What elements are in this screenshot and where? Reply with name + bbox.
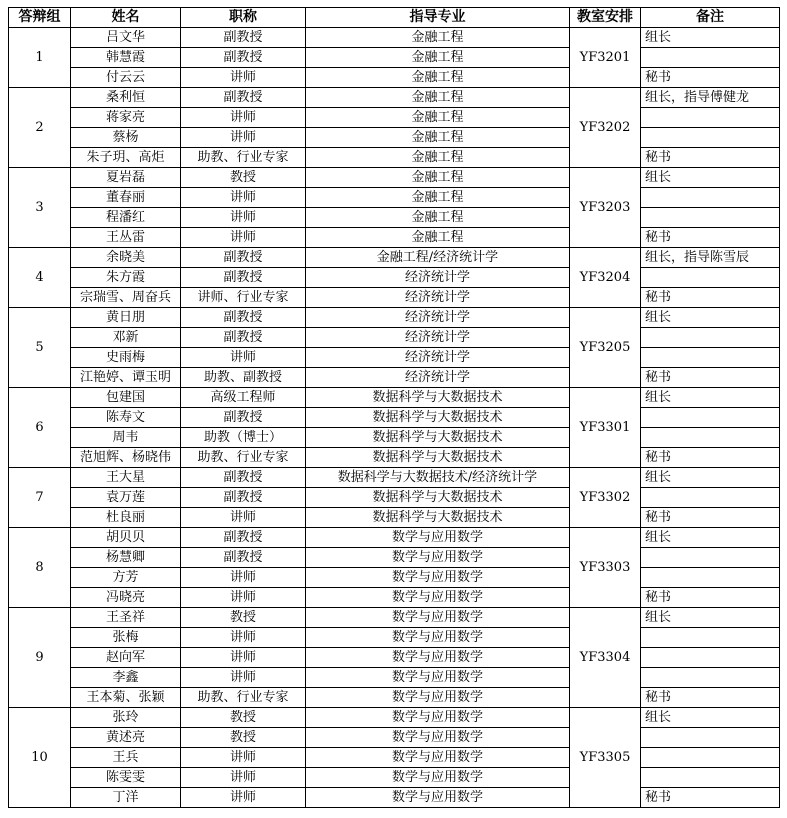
note-cell [641,208,780,228]
room-cell: YF3301 [570,388,641,468]
major-cell: 金融工程 [306,148,570,168]
note-cell: 秘书 [641,788,780,808]
name-cell: 张玲 [71,708,181,728]
major-cell: 数据科学与大数据技术 [306,448,570,468]
name-cell: 蔡杨 [71,128,181,148]
name-cell: 程潘红 [71,208,181,228]
title-cell: 副教授 [181,48,306,68]
group-number-cell: 2 [9,88,71,168]
title-cell: 讲师 [181,68,306,88]
name-cell: 方芳 [71,568,181,588]
major-cell: 金融工程 [306,168,570,188]
title-cell: 讲师 [181,188,306,208]
name-cell: 朱子玥、高炬 [71,148,181,168]
major-cell: 数学与应用数学 [306,788,570,808]
table-row [9,628,780,648]
defense-groups-table [8,7,780,808]
table-row [9,268,780,288]
title-cell: 助教、行业专家 [181,688,306,708]
title-cell: 副教授 [181,488,306,508]
title-cell: 讲师 [181,788,306,808]
major-cell: 数据科学与大数据技术 [306,508,570,528]
room-cell: YF3305 [570,708,641,808]
title-cell: 副教授 [181,468,306,488]
name-cell: 夏岩磊 [71,168,181,188]
group-number-cell: 8 [9,528,71,608]
table-row [9,688,780,708]
table-row [9,148,780,168]
title-cell: 副教授 [181,408,306,428]
table-row [9,488,780,508]
name-cell: 蒋家亮 [71,108,181,128]
name-cell: 吕文华 [71,28,181,48]
note-cell [641,628,780,648]
name-cell: 陈寿文 [71,408,181,428]
major-cell: 数据科学与大数据技术 [306,488,570,508]
major-cell: 金融工程 [306,48,570,68]
major-cell: 经济统计学 [306,368,570,388]
name-cell: 王丛雷 [71,228,181,248]
table-row [9,128,780,148]
name-cell: 张梅 [71,628,181,648]
name-cell: 余晓美 [71,248,181,268]
room-cell: YF3203 [570,168,641,248]
title-cell: 助教、副教授 [181,368,306,388]
header-row [9,8,780,28]
note-cell [641,748,780,768]
table-row [9,668,780,688]
title-cell: 教授 [181,708,306,728]
major-cell: 数学与应用数学 [306,728,570,748]
title-cell: 副教授 [181,268,306,288]
major-cell: 金融工程 [306,88,570,108]
title-cell: 讲师 [181,208,306,228]
table-body [9,28,780,808]
title-cell: 高级工程师 [181,388,306,408]
table-row [9,788,780,808]
note-cell [641,188,780,208]
table-row [9,88,780,108]
major-cell: 数学与应用数学 [306,588,570,608]
note-cell [641,728,780,748]
major-cell: 数学与应用数学 [306,608,570,628]
note-cell [641,648,780,668]
name-cell: 周韦 [71,428,181,448]
title-cell: 副教授 [181,528,306,548]
note-cell [641,668,780,688]
table-row [9,308,780,328]
title-cell: 讲师 [181,128,306,148]
table-row [9,608,780,628]
note-cell [641,48,780,68]
major-cell: 经济统计学 [306,308,570,328]
note-cell: 秘书 [641,588,780,608]
table-row [9,548,780,568]
note-cell: 组长 [641,468,780,488]
name-cell: 朱方霞 [71,268,181,288]
major-cell: 数学与应用数学 [306,648,570,668]
room-cell: YF3204 [570,248,641,308]
major-cell: 数学与应用数学 [306,568,570,588]
note-cell: 组长 [641,308,780,328]
table-row [9,248,780,268]
table-row [9,768,780,788]
name-cell: 史雨梅 [71,348,181,368]
note-cell [641,268,780,288]
table-row [9,48,780,68]
name-cell: 桑利恒 [71,88,181,108]
table-row [9,388,780,408]
note-cell: 秘书 [641,688,780,708]
group-number-cell: 4 [9,248,71,308]
major-cell: 金融工程 [306,228,570,248]
note-cell: 秘书 [641,508,780,528]
room-cell: YF3201 [570,28,641,88]
note-cell [641,488,780,508]
note-cell: 组长 [641,528,780,548]
group-number-cell: 10 [9,708,71,808]
major-cell: 数学与应用数学 [306,548,570,568]
title-cell: 副教授 [181,88,306,108]
table-row [9,408,780,428]
title-cell: 讲师、行业专家 [181,288,306,308]
major-cell: 金融工程 [306,208,570,228]
room-cell: YF3205 [570,308,641,388]
group-number-cell: 5 [9,308,71,388]
major-cell: 数学与应用数学 [306,528,570,548]
major-cell: 数据科学与大数据技术/经济统计学 [306,468,570,488]
major-cell: 经济统计学 [306,348,570,368]
name-cell: 付云云 [71,68,181,88]
room-cell: YF3302 [570,468,641,528]
major-cell: 金融工程 [306,188,570,208]
major-cell: 数学与应用数学 [306,628,570,648]
note-cell [641,768,780,788]
title-cell: 教授 [181,168,306,188]
major-cell: 经济统计学 [306,328,570,348]
header-title: 职称 [181,8,306,28]
room-cell: YF3202 [570,88,641,168]
name-cell: 黄述亮 [71,728,181,748]
major-cell: 数据科学与大数据技术 [306,388,570,408]
title-cell: 教授 [181,608,306,628]
note-cell: 组长 [641,28,780,48]
table-row [9,368,780,388]
table-row [9,168,780,188]
table-row [9,188,780,208]
note-cell: 秘书 [641,448,780,468]
table-row [9,28,780,48]
table-row [9,208,780,228]
table-row [9,448,780,468]
note-cell: 秘书 [641,68,780,88]
header-major: 指导专业 [306,8,570,28]
title-cell: 讲师 [181,108,306,128]
major-cell: 数据科学与大数据技术 [306,428,570,448]
title-cell: 副教授 [181,28,306,48]
name-cell: 胡贝贝 [71,528,181,548]
major-cell: 数学与应用数学 [306,688,570,708]
table-row [9,728,780,748]
header-group: 答辩组 [9,8,71,28]
title-cell: 助教（博士） [181,428,306,448]
table-row [9,348,780,368]
name-cell: 王圣祥 [71,608,181,628]
table-row [9,748,780,768]
table-row [9,288,780,308]
table-row [9,468,780,488]
name-cell: 王大星 [71,468,181,488]
note-cell [641,408,780,428]
name-cell: 杜良丽 [71,508,181,528]
table-row [9,428,780,448]
major-cell: 数学与应用数学 [306,708,570,728]
table-row [9,588,780,608]
table-row [9,648,780,668]
title-cell: 讲师 [181,228,306,248]
title-cell: 讲师 [181,768,306,788]
title-cell: 教授 [181,728,306,748]
note-cell [641,428,780,448]
name-cell: 王本菊、张颖 [71,688,181,708]
note-cell: 秘书 [641,368,780,388]
group-number-cell: 9 [9,608,71,708]
note-cell [641,548,780,568]
group-number-cell: 1 [9,28,71,88]
note-cell: 组长 [641,388,780,408]
note-cell [641,328,780,348]
name-cell: 韩慧霞 [71,48,181,68]
table-row [9,68,780,88]
title-cell: 助教、行业专家 [181,448,306,468]
name-cell: 赵向军 [71,648,181,668]
table-row [9,528,780,548]
note-cell: 组长，指导陈雪辰 [641,248,780,268]
name-cell: 黄日朋 [71,308,181,328]
header-note: 备注 [641,8,780,28]
table-row [9,228,780,248]
title-cell: 讲师 [181,588,306,608]
name-cell: 董春丽 [71,188,181,208]
major-cell: 金融工程 [306,28,570,48]
name-cell: 陈雯雯 [71,768,181,788]
title-cell: 讲师 [181,748,306,768]
table-row [9,568,780,588]
major-cell: 金融工程/经济统计学 [306,248,570,268]
major-cell: 数学与应用数学 [306,748,570,768]
header-room: 教室安排 [570,8,641,28]
note-cell: 秘书 [641,148,780,168]
name-cell: 邓新 [71,328,181,348]
title-cell: 讲师 [181,348,306,368]
room-cell: YF3303 [570,528,641,608]
note-cell: 秘书 [641,228,780,248]
table-row [9,328,780,348]
major-cell: 经济统计学 [306,268,570,288]
name-cell: 杨慧卿 [71,548,181,568]
note-cell [641,568,780,588]
note-cell: 组长 [641,168,780,188]
name-cell: 王兵 [71,748,181,768]
group-number-cell: 6 [9,388,71,468]
table-row [9,708,780,728]
note-cell: 组长 [641,608,780,628]
major-cell: 金融工程 [306,68,570,88]
group-number-cell: 7 [9,468,71,528]
title-cell: 讲师 [181,508,306,528]
group-number-cell: 3 [9,168,71,248]
major-cell: 经济统计学 [306,288,570,308]
title-cell: 讲师 [181,628,306,648]
title-cell: 讲师 [181,568,306,588]
note-cell [641,348,780,368]
name-cell: 包建国 [71,388,181,408]
title-cell: 副教授 [181,308,306,328]
title-cell: 讲师 [181,668,306,688]
note-cell [641,128,780,148]
name-cell: 冯晓亮 [71,588,181,608]
note-cell: 组长，指导傅健龙 [641,88,780,108]
name-cell: 宗瑞雪、周奋兵 [71,288,181,308]
major-cell: 金融工程 [306,108,570,128]
title-cell: 副教授 [181,328,306,348]
room-cell: YF3304 [570,608,641,708]
major-cell: 数学与应用数学 [306,668,570,688]
title-cell: 讲师 [181,648,306,668]
title-cell: 副教授 [181,548,306,568]
table-row [9,108,780,128]
name-cell: 袁万莲 [71,488,181,508]
note-cell: 秘书 [641,288,780,308]
note-cell [641,108,780,128]
name-cell: 江艳婷、谭玉明 [71,368,181,388]
name-cell: 丁洋 [71,788,181,808]
name-cell: 范旭辉、杨晓伟 [71,448,181,468]
major-cell: 数学与应用数学 [306,768,570,788]
table-row [9,508,780,528]
note-cell: 组长 [641,708,780,728]
header-name: 姓名 [71,8,181,28]
title-cell: 副教授 [181,248,306,268]
major-cell: 数据科学与大数据技术 [306,408,570,428]
title-cell: 助教、行业专家 [181,148,306,168]
major-cell: 金融工程 [306,128,570,148]
name-cell: 李鑫 [71,668,181,688]
